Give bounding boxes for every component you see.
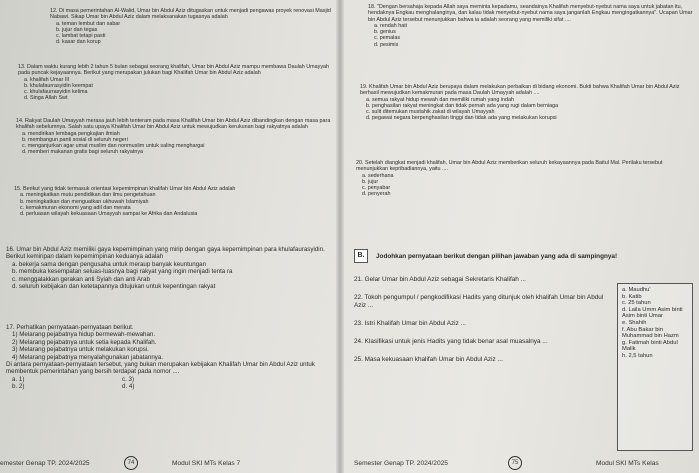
question-15 [14, 186, 332, 217]
left-page [0, 0, 338, 473]
question-stem: 14. Rakyat Daulah Umayyah merasa jauh lebih tenteram pada masa Khalifah Umar bin Abdul Aziz dibandingkan dengan masa para khalifah sebelumnya. Salah satu upaya Khalifah Umar bin Abdul Aziz untuk mewujudkan kerukunan bagi rakyatnya adalah [16, 118, 331, 131]
option: a. semua rakyat hidup mewah dan memiliki rumah yang indah [366, 96, 515, 103]
statement: 1) Melarang pejabatnya hidup bermewah-mewahan. [12, 331, 156, 339]
option: b. jujur [362, 178, 379, 185]
question-19 [360, 84, 694, 122]
footer-module: Modul SKI MTs Kelas 7 [172, 459, 241, 467]
option: d. pesimis [374, 41, 399, 48]
question-13 [18, 64, 332, 102]
option: c. khulafaurrasyidin kelima [24, 89, 88, 96]
option: a. rendah hati [374, 22, 407, 29]
option: d. pegawai negara berpenghasilan tinggi dan tidak ada yang melakukan korupsi [366, 115, 557, 122]
option: c. 3) [122, 375, 135, 383]
option: c. sulit ditemukan mustahik zakat di wilayah Umayyah [366, 109, 495, 116]
option: c. menganjurkan agar umat muslim dan nonmuslim untuk saling menghargai [22, 143, 205, 150]
option: a. khalifah Umar III [24, 76, 70, 83]
answer-option: b. Katib [622, 293, 642, 300]
page-number: 74 [124, 456, 138, 470]
section-b-heading [354, 250, 684, 262]
option: c. penyabar [362, 185, 391, 192]
matching-questions [354, 276, 614, 364]
option: d. penyerah [362, 191, 391, 198]
option: d. 4) [122, 383, 135, 391]
answer-option: g. Fatimah binti Abdul Malik [622, 339, 678, 353]
right-footer [342, 453, 697, 473]
matching-item: 25. Masa kekuasaan khalifah Umar bin Abdul Aziz ... [354, 356, 503, 363]
answer-option: h. 2,5 tahun [622, 352, 653, 359]
answer-option: d. Laila Umm Asim binti Asim binti Umar [622, 306, 683, 320]
matching-item: 24. Klasifikasi untuk jenis Hadits yang tidak benar asal muasalnya ... [354, 338, 548, 345]
matching-item: 22. Tokoh pengumpul / pengkodifikasi Hadits yang ditunjuk oleh khalifah Umar bin Abdul Aziz ... [354, 294, 604, 309]
answer-option: c. 25 tahun [622, 300, 651, 307]
statement: 3) Melarang pejabatnya untuk melakukan korupsi. [12, 346, 149, 354]
option: c. kemakmuran ekonomi yang adil dan merata [20, 204, 131, 211]
statement: 2) Melarang pejabatnya untuk setia kepada Khalifah. [12, 338, 157, 346]
question-stem: 19. Khalifah Umar bin Abdul Aziz berupaya dalam melakukan perbaikan di bidang ekonomi. Bukti bahwa Khalifah Umar bin Abdul Aziz berhasil mewujudkan kemakmuran pada masa Daulah Umayyah adalah .... [360, 84, 680, 97]
section-tag: B. [354, 249, 368, 263]
option: c. pemalas [374, 35, 401, 42]
option: a. bekerja sama dengan pengusaha untuk meraup banyak keuntungan [12, 260, 207, 268]
footer-semester: emester Genap TP. 2024/2025 [0, 459, 90, 467]
option: d. memberi makanan gratis bagi seluruh rakyatnya [22, 149, 144, 156]
option: b. genius [374, 29, 396, 36]
question-stem: 13. Dalam waktu kurang lebih 2 tahun 5 bulan sebagai seorang khalifah, Umar bin Abdul Aziz mampu membawa Daulah Umayyah pada puncak kejayaannya. Berikut yang merupakan julukan bagi Khalifah Umar bin Abdul Aziz adalah [18, 64, 330, 77]
answer-option: a. Maudhu' [622, 287, 651, 293]
option: d. seluruh kebijakan dan ketetapannya ditujukan untuk kepentingan rakyat [12, 283, 216, 291]
option: b. membangun panti sosial di seluruh negeri [22, 136, 128, 143]
option: d. kasar dan korup [56, 39, 101, 46]
question-stem: 20. Setelah diangkat menjadi khalifah, Umar bin Abdul Aziz memberikan seluruh kekayaannya pada Baitul Mal. Perilaku tersebut menunjukkan kepribadiannya, yaitu .... [356, 160, 663, 173]
option: b. khulafaurrasyidin keempat [24, 82, 93, 89]
page-number: 75 [508, 456, 522, 470]
option: b. membuka kesempatan seluas-luasnya bagi rakyat yang ingin menjadi tenta ra [12, 268, 233, 276]
option: b. 2) [12, 383, 25, 391]
option: d. Singa Allah Swt [24, 95, 68, 102]
option: a. sederhana [362, 172, 394, 179]
matching-item: 23. Istri Khalifah Umar bin Abdul Aziz ... [354, 320, 466, 327]
question-stem: 18. "Dengan bersahaja kepada Allah saya meminta kepadamu, seandainya Khalifah menyebut-nyebut nama saya untuk jabatan itu, hendaknya Engkau menghalanginya, dan kalau tidak menyebut-nyebut nama saya janganlah Engkau mengingatkannya". Ucapan Umar bin Abdul Aziz tersebut menunjukkan bahwa ia adalah seorang yang memiliki sifat .... [368, 4, 693, 23]
option: b. jujur dan tegas [56, 26, 98, 33]
option: a. mendirikan lembaga pengkajian ilmiah [22, 130, 120, 137]
option: b. meningkatkan dan menguatkan ukhuwah Islamiyah [20, 198, 149, 205]
question-stem: 12. Di masa pemerintahan Al-Walid, Umar bin Abdul Aziz ditugaskan untuk menjadi pengawas proyek renovasi Masjid Nabawi. Sikap Umar bin Abdul Aziz dalam melaksanakan tugasnya adalah [50, 8, 331, 21]
question-14 [16, 118, 332, 156]
section-instruction: Jodohkan pernyataan berikut dengan pilihan jawaban yang ada di sampingnya! [376, 252, 618, 260]
option: d. perluasan wilayah kekuasaan Umayyah sampai ke Afrika dan Andalusia [20, 211, 198, 218]
answer-options-box [617, 283, 693, 451]
option: a. teman lembut dan sabar [56, 20, 121, 27]
options-row [6, 376, 226, 391]
question-16 [6, 246, 332, 290]
right-page [342, 0, 699, 473]
question-20 [356, 160, 694, 198]
footer-module: Modul SKI MTs Kelas [596, 459, 659, 467]
option: a. meningkatkan mutu pendidikan dan ilmu pengetahuan [20, 192, 156, 199]
option: c. menggalakkan gerakan anti Syiah dan anti Arab [12, 275, 150, 283]
option: b. penghasilan rakyat meningkat dan tidak pernah ada yang rugi dalam berniaga [366, 102, 559, 109]
question-tail: Di antara pernyataan-pernyataan tersebut, yang bukan merupakan kebijakan Khalifah Umar bin Abdul Aziz untuk membentuk pemerintahan yang bersih terdapat pada nomor .... [6, 361, 315, 376]
question-17 [6, 324, 332, 391]
question-18 [368, 4, 694, 48]
question-stem: 17. Perhatikan pernyataan-pernyataan berikut. [6, 324, 134, 331]
question-12 [50, 8, 332, 46]
statement: 4) Melarang pejabatnya menyalahgunakan jabatannya. [12, 353, 164, 361]
option: c. lambat tetapi pasti [56, 33, 106, 40]
question-stem: 15. Berikut yang tidak termasuk orientasi kepemimpinan khalifah Umar bin Abdul Aziz adalah [14, 186, 236, 192]
answer-option: f. Abu Bakar bin Muhammad bin Hazm [622, 326, 679, 340]
matching-item: 21. Gelar Umar bin Abdul Aziz sebagai Sekretaris Khalifah ... [354, 276, 526, 283]
answer-option: e. Shahih [622, 319, 647, 326]
question-stem: 16. Umar bin Abdul Aziz memiliki gaya kepemimpinan yang mirip dengan gaya kepemimpinan para khulafaurasyidin. Berikut kemiripan dalam kepemimpinan keduanya adalah [6, 246, 325, 261]
left-footer [0, 453, 334, 473]
footer-semester: Semester Genap TP. 2024/2025 [354, 459, 448, 467]
option: a. 1) [12, 375, 25, 383]
